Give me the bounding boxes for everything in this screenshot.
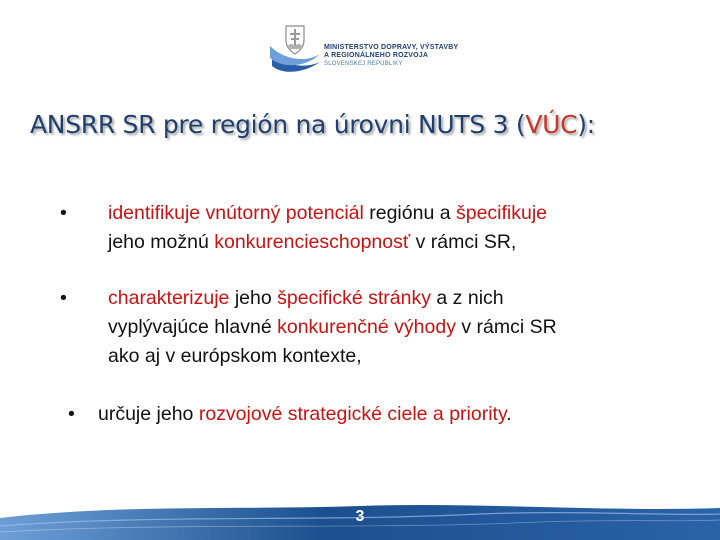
text-run: určuje jeho bbox=[98, 403, 199, 425]
text-run: konkurencieschopnosť bbox=[214, 231, 411, 253]
ministry-emblem-icon bbox=[268, 22, 322, 78]
text-run: v rámci SR bbox=[455, 316, 557, 338]
logo-text bbox=[324, 44, 458, 68]
bullet-marker: • bbox=[60, 202, 67, 224]
bullet-2-line-3 bbox=[108, 343, 362, 369]
footer-band bbox=[0, 500, 720, 540]
logo-line-3: SLOVENSKEJ REPUBLIKY bbox=[324, 61, 403, 67]
bullet-3-line-1 bbox=[98, 401, 512, 427]
logo-line-1: MINISTERSTVO DOPRAVY, VÝSTAVBY bbox=[324, 44, 459, 51]
text-run: rozvojové strategické ciele a priority bbox=[198, 403, 507, 425]
bullet-1-line-1 bbox=[108, 200, 547, 226]
bullet-2-line-1 bbox=[108, 285, 504, 311]
logo-line-2: A REGIONÁLNEHO ROZVOJA bbox=[324, 52, 429, 59]
text-run: identifikuje vnútorný potenciál bbox=[108, 202, 370, 224]
bullet-marker: • bbox=[60, 287, 67, 309]
slide-title bbox=[30, 110, 720, 139]
text-run: ako aj v európskom kontexte, bbox=[108, 345, 362, 367]
text-run: špecifikuje bbox=[455, 202, 548, 224]
title-paren-close: ): bbox=[577, 110, 595, 139]
title-main: ANSRR SR pre región na úrovni NUTS 3 bbox=[30, 110, 516, 139]
bullet-item-1 bbox=[60, 200, 680, 260]
title-acronym: VÚC bbox=[525, 110, 578, 139]
bullet-marker: • bbox=[68, 403, 75, 425]
text-run: regiónu a bbox=[369, 202, 456, 224]
bullet-item-3 bbox=[68, 401, 688, 431]
page-number: 3 bbox=[355, 508, 365, 525]
text-run: jeho bbox=[234, 287, 278, 309]
text-run: . bbox=[506, 403, 512, 425]
bullet-2-line-2 bbox=[108, 314, 557, 340]
title-paren-open: ( bbox=[515, 110, 526, 139]
text-run: vyplývajúce hlavné bbox=[108, 316, 278, 338]
text-run: konkurenčné výhody bbox=[277, 316, 456, 338]
bullet-1-line-2 bbox=[108, 229, 516, 255]
ministry-logo bbox=[268, 22, 468, 78]
text-run: a z nich bbox=[431, 287, 504, 309]
text-run: jeho možnú bbox=[108, 231, 215, 253]
text-run: charakterizuje bbox=[108, 287, 235, 309]
text-run: špecifické stránky bbox=[277, 287, 431, 309]
text-run: v rámci SR, bbox=[410, 231, 517, 253]
bullet-item-2 bbox=[60, 285, 680, 375]
